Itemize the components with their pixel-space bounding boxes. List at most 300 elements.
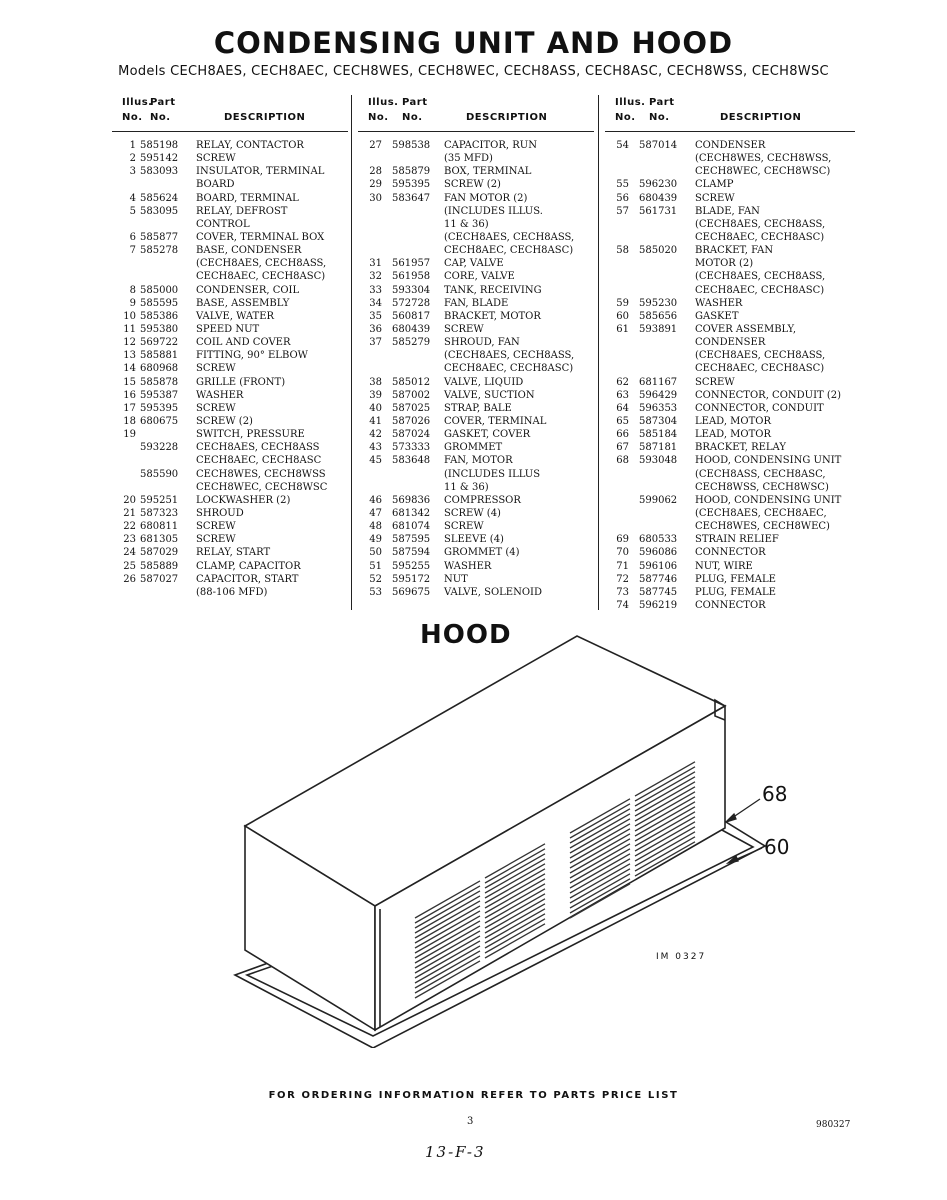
header-part-no: No. [150, 112, 171, 123]
model-list: Models CECH8AES, CECH8AEC, CECH8WES, CECH8WEC, CECH8ASS, CECH8ASC, CECH8WSS, CECH8WSC [118, 64, 829, 79]
header-illus: Illus. [122, 97, 153, 108]
table-row [112, 376, 348, 389]
table-row [112, 310, 348, 323]
table-row [112, 507, 348, 520]
table-row [112, 244, 348, 257]
table-row [358, 192, 594, 205]
table-row [605, 481, 855, 494]
part-description: GRILLE (FRONT) [196, 376, 286, 388]
part-description: (CECH8ASS, CECH8ASC, [695, 468, 826, 480]
table-row [358, 231, 594, 244]
table-row [358, 152, 594, 165]
part-number: 561957 [392, 258, 431, 270]
part-description: BOARD [196, 179, 235, 191]
part-number: 587745 [639, 586, 678, 598]
illus-number: 5 [129, 205, 136, 217]
drawing-id: IM 0327 [656, 952, 707, 962]
part-description: CECH8AEC, CECH8ASC) [444, 245, 574, 257]
handwritten-code: 13-F-3 [425, 1143, 486, 1161]
part-number: 599062 [639, 494, 678, 506]
table-row [112, 560, 348, 573]
part-number: 583647 [392, 192, 431, 204]
part-description: STRAIN RELIEF [695, 534, 779, 546]
table-row [605, 520, 855, 533]
table-row [112, 192, 348, 205]
table-row [605, 297, 855, 310]
table-row [605, 284, 855, 297]
part-description: FAN MOTOR (2) [444, 192, 528, 204]
part-description: SCREW [196, 402, 236, 414]
part-description: SCREW (4) [444, 507, 501, 519]
part-description: CORE, VALVE [444, 271, 515, 283]
part-description: SHROUD, FAN [444, 337, 520, 349]
part-number: 680439 [639, 192, 678, 204]
part-number: 585590 [140, 468, 179, 480]
part-number: 596353 [639, 402, 678, 414]
part-description: BASE, ASSEMBLY [196, 297, 290, 309]
part-number: 681167 [639, 376, 678, 388]
callout-leaders [720, 790, 770, 870]
table-row [358, 218, 594, 231]
table-row [358, 244, 594, 257]
part-number: 587026 [392, 415, 431, 427]
illus-number: 15 [123, 376, 136, 388]
part-number: 596086 [639, 547, 678, 559]
illus-number: 32 [369, 271, 382, 283]
table-row [605, 323, 855, 336]
table-row [358, 428, 594, 441]
part-description: SHROUD [196, 507, 244, 519]
part-number: 681342 [392, 507, 431, 519]
table-row [605, 165, 855, 178]
illus-number: 29 [369, 179, 382, 191]
table-row [112, 402, 348, 415]
table-row [112, 165, 348, 178]
table-row [358, 494, 594, 507]
part-description: CECH8AEC, CECH8ASC [196, 455, 322, 467]
illus-number: 34 [369, 297, 382, 309]
table-row [112, 231, 348, 244]
document-number: 980327 [816, 1120, 851, 1130]
part-description: (CECH8WES, CECH8WSS, [695, 153, 832, 165]
table-row [358, 336, 594, 349]
part-number: 585012 [392, 376, 431, 388]
part-description: (INCLUDES ILLUS [444, 468, 541, 480]
part-description: LOCKWASHER (2) [196, 494, 291, 506]
part-number: 585879 [392, 166, 431, 178]
ordering-note: FOR ORDERING INFORMATION REFER TO PARTS PRICE LIST [268, 1090, 679, 1101]
illus-number: 45 [369, 455, 382, 467]
header-illus: Illus. [368, 97, 399, 108]
part-description: VALVE, SOLENOID [444, 586, 543, 598]
table-row [605, 428, 855, 441]
part-description: VALVE, WATER [196, 310, 275, 322]
part-description: CLAMP, CAPACITOR [196, 560, 301, 572]
part-description: SLEEVE (4) [444, 534, 504, 546]
illus-number: 1 [129, 140, 136, 151]
part-description: TANK, RECEIVING [444, 284, 542, 296]
part-number: 595380 [140, 323, 179, 335]
part-number: 585020 [639, 245, 678, 257]
part-description: CONDENSER [695, 337, 766, 349]
part-number: 585184 [639, 429, 678, 441]
part-description: PLUG, FEMALE [695, 586, 776, 598]
header-illus-no: No. [615, 112, 636, 123]
part-description: CONDENSER, COIL [196, 284, 300, 296]
table-row [112, 297, 348, 310]
callout-60: 60 [764, 835, 790, 859]
illus-number: 18 [123, 415, 136, 427]
illus-number: 55 [616, 179, 629, 191]
part-number: 596429 [639, 389, 678, 401]
table-row [358, 257, 594, 270]
table-row [358, 284, 594, 297]
header-part: Part [150, 97, 176, 108]
illus-number: 53 [369, 586, 382, 598]
table-row [112, 257, 348, 270]
part-description: SPEED NUT [196, 323, 260, 335]
illus-number: 31 [369, 258, 382, 270]
table-row [112, 178, 348, 191]
part-description: NUT, WIRE [695, 560, 753, 572]
part-number: 587014 [639, 140, 678, 151]
table-row [112, 205, 348, 218]
illus-number: 64 [616, 402, 629, 414]
table-row [605, 178, 855, 191]
table-row [605, 494, 855, 507]
table-row [605, 441, 855, 454]
illus-number: 57 [616, 205, 629, 217]
column-divider [351, 95, 352, 610]
part-description: CAPACITOR, START [196, 573, 299, 585]
header-description: DESCRIPTION [720, 112, 802, 123]
part-number: 595172 [392, 573, 431, 585]
part-description: WASHER [444, 560, 492, 572]
illus-number: 41 [369, 415, 382, 427]
illus-number: 66 [616, 429, 629, 441]
part-number: 680968 [140, 363, 179, 375]
part-number: 585278 [140, 245, 179, 257]
part-description: CECH8WES, CECH8WEC) [695, 521, 830, 533]
table-row [605, 402, 855, 415]
illus-number: 16 [123, 389, 136, 401]
part-number: 587594 [392, 547, 431, 559]
part-description: CECH8WEC, CECH8WSC [196, 481, 328, 493]
part-number: 595387 [140, 389, 179, 401]
part-description: CECH8AEC, CECH8ASC) [444, 363, 574, 375]
illus-number: 22 [123, 521, 136, 533]
part-number: 569836 [392, 494, 431, 506]
part-number: 595230 [639, 297, 678, 309]
column-header [112, 95, 348, 132]
illus-number: 26 [123, 573, 136, 585]
part-description: BRACKET, MOTOR [444, 310, 541, 322]
illus-number: 68 [616, 455, 629, 467]
table-row [358, 481, 594, 494]
illus-number: 43 [369, 442, 382, 454]
part-number: 595142 [140, 153, 179, 165]
part-number: 587002 [392, 389, 431, 401]
table-row [605, 546, 855, 559]
illus-number: 23 [123, 534, 136, 546]
table-row [358, 560, 594, 573]
part-number: 560817 [392, 310, 431, 322]
part-description: COMPRESSOR [444, 494, 521, 506]
part-description: NUT [444, 573, 468, 585]
illus-number: 59 [616, 297, 629, 309]
illus-number: 7 [129, 245, 136, 257]
table-row [358, 415, 594, 428]
part-description: VALVE, SUCTION [444, 389, 535, 401]
part-description: STRAP, BALE [444, 402, 512, 414]
table-row [112, 389, 348, 402]
part-number: 585386 [140, 310, 179, 322]
part-description: COVER ASSEMBLY, [695, 323, 797, 335]
table-row [605, 586, 855, 599]
hood-illustration [225, 628, 788, 1048]
table-row [605, 349, 855, 362]
table-row [605, 415, 855, 428]
part-description: CECH8AEC, CECH8ASC) [695, 231, 825, 243]
table-row [358, 205, 594, 218]
table-row [112, 586, 348, 599]
table-row [358, 507, 594, 520]
table-row [605, 376, 855, 389]
table-row [358, 402, 594, 415]
header-illus-no: No. [122, 112, 143, 123]
part-description: COVER, TERMINAL BOX [196, 231, 325, 243]
illus-number: 71 [616, 560, 629, 572]
table-row [112, 139, 348, 152]
part-description: GROMMET [444, 442, 503, 454]
part-description: (INCLUDES ILLUS. [444, 205, 543, 217]
part-description: SCREW [196, 521, 236, 533]
part-description: BOX, TERMINAL [444, 166, 532, 178]
illus-number: 38 [369, 376, 382, 388]
table-row [358, 297, 594, 310]
table-row [112, 218, 348, 231]
part-description: INSULATOR, TERMINAL [196, 166, 325, 178]
part-description: (CECH8AES, CECH8ASS, [695, 218, 826, 230]
parts-column-1 [112, 95, 348, 599]
illus-number: 51 [369, 560, 382, 572]
header-part-no: No. [402, 112, 423, 123]
page-title: CONDENSING UNIT AND HOOD [213, 26, 734, 60]
part-number: 583095 [140, 205, 179, 217]
table-row [112, 362, 348, 375]
table-row [605, 218, 855, 231]
part-number: 598538 [392, 140, 431, 151]
part-number: 593891 [639, 323, 678, 335]
column-divider [598, 95, 599, 610]
part-description: CECH8AEC, CECH8ASC) [695, 284, 825, 296]
part-description: (35 MFD) [444, 153, 493, 165]
illus-number: 10 [123, 310, 136, 322]
illus-number: 63 [616, 389, 629, 401]
parts-column-3 [605, 95, 855, 612]
table-row [358, 349, 594, 362]
header-description: DESCRIPTION [224, 112, 306, 123]
table-row [605, 573, 855, 586]
part-description: RELAY, START [196, 547, 271, 559]
part-description: GROMMET (4) [444, 547, 520, 559]
part-number: 573333 [392, 442, 431, 454]
parts-column-2 [358, 95, 594, 599]
header-description: DESCRIPTION [466, 112, 548, 123]
table-row [112, 270, 348, 283]
part-description: CECH8AES, CECH8ASS [196, 442, 320, 454]
part-number: 572728 [392, 297, 431, 309]
part-description: CLAMP [695, 179, 734, 191]
part-description: COIL AND COVER [196, 337, 291, 349]
parts-rows [358, 139, 594, 599]
callout-68: 68 [762, 782, 788, 806]
table-row [358, 573, 594, 586]
part-description: SCREW [695, 192, 735, 204]
part-number: 585624 [140, 192, 179, 204]
illus-number: 19 [123, 429, 136, 441]
table-row [112, 323, 348, 336]
column-header [605, 95, 855, 132]
table-row [605, 310, 855, 323]
illus-number: 14 [123, 363, 136, 375]
part-number: 587323 [140, 507, 179, 519]
table-row [112, 546, 348, 559]
part-number: 595395 [140, 402, 179, 414]
part-description: (CECH8AES, CECH8ASS, [444, 350, 575, 362]
part-description: (CECH8AES, CECH8ASS, [196, 258, 327, 270]
part-number: 593228 [140, 442, 179, 454]
parts-rows [112, 139, 348, 599]
hood-heading: HOOD [420, 620, 512, 650]
illus-number: 37 [369, 337, 382, 349]
illus-number: 46 [369, 494, 382, 506]
part-number: 596106 [639, 560, 678, 572]
illus-number: 33 [369, 284, 382, 296]
table-row [112, 533, 348, 546]
part-description: SCREW [444, 323, 484, 335]
part-description: COVER, TERMINAL [444, 415, 547, 427]
table-row [112, 428, 348, 441]
table-row [605, 507, 855, 520]
table-row [358, 533, 594, 546]
part-number: 569675 [392, 586, 431, 598]
illus-number: 4 [129, 192, 136, 204]
part-description: SCREW [695, 376, 735, 388]
part-description: CONNECTOR [695, 547, 766, 559]
part-number: 596219 [639, 599, 678, 611]
part-number: 585878 [140, 376, 179, 388]
illus-number: 47 [369, 507, 382, 519]
table-row [605, 192, 855, 205]
part-number: 585889 [140, 560, 179, 572]
table-row [358, 362, 594, 375]
table-row [605, 560, 855, 573]
part-description: HOOD, CONDENSING UNIT [695, 494, 842, 506]
illus-number: 24 [123, 547, 136, 559]
illus-number: 30 [369, 192, 382, 204]
table-row [605, 231, 855, 244]
table-row [605, 336, 855, 349]
illus-number: 65 [616, 415, 629, 427]
part-number: 583648 [392, 455, 431, 467]
illus-number: 48 [369, 521, 382, 533]
part-number: 680533 [639, 534, 678, 546]
part-description: 11 & 36) [444, 481, 489, 493]
part-number: 583093 [140, 166, 179, 178]
table-row [358, 139, 594, 152]
table-row [358, 310, 594, 323]
illus-number: 39 [369, 389, 382, 401]
part-number: 585881 [140, 350, 179, 362]
illus-number: 73 [616, 586, 629, 598]
part-description: LEAD, MOTOR [695, 415, 772, 427]
table-row [358, 441, 594, 454]
illus-number: 74 [616, 599, 629, 611]
part-description: FAN, MOTOR [444, 455, 513, 467]
part-number: 595395 [392, 179, 431, 191]
table-row [605, 139, 855, 152]
part-description: FITTING, 90° ELBOW [196, 350, 308, 362]
table-row [358, 270, 594, 283]
illus-number: 3 [129, 166, 136, 178]
illus-number: 61 [616, 323, 629, 335]
part-description: BOARD, TERMINAL [196, 192, 299, 204]
table-row [112, 454, 348, 467]
part-number: 587746 [639, 573, 678, 585]
part-number: 569722 [140, 337, 179, 349]
table-row [358, 376, 594, 389]
illus-number: 60 [616, 310, 629, 322]
part-description: VALVE, LIQUID [444, 376, 524, 388]
illus-number: 6 [129, 231, 136, 243]
illus-number: 9 [129, 297, 136, 309]
table-row [112, 494, 348, 507]
part-number: 585198 [140, 140, 179, 151]
illus-number: 28 [369, 166, 382, 178]
illus-number: 40 [369, 402, 382, 414]
part-description: (CECH8AES, CECH8AEC, [695, 507, 827, 519]
part-description: SCREW [196, 363, 236, 375]
part-description: HOOD, CONDENSING UNIT [695, 455, 842, 467]
illus-number: 56 [616, 192, 629, 204]
table-row [358, 165, 594, 178]
table-row [112, 481, 348, 494]
part-description: BASE, CONDENSER [196, 245, 302, 257]
part-description: RELAY, CONTACTOR [196, 140, 304, 151]
part-description: 11 & 36) [444, 218, 489, 230]
part-description: (88-106 MFD) [196, 586, 268, 598]
part-number: 680439 [392, 323, 431, 335]
illus-number: 8 [129, 284, 136, 296]
part-number: 587025 [392, 402, 431, 414]
illus-number: 17 [123, 402, 136, 414]
table-row [112, 468, 348, 481]
part-description: LEAD, MOTOR [695, 429, 772, 441]
part-description: WASHER [196, 389, 244, 401]
part-description: CAP, VALVE [444, 258, 504, 270]
table-row [605, 362, 855, 375]
table-row [112, 284, 348, 297]
part-description: CONNECTOR, CONDUIT (2) [695, 389, 842, 401]
part-description: BLADE, FAN [695, 205, 760, 217]
part-number: 587024 [392, 429, 431, 441]
table-row [605, 270, 855, 283]
part-description: SWITCH, PRESSURE [196, 429, 305, 441]
page-number: 3 [467, 1116, 474, 1127]
header-part: Part [649, 97, 675, 108]
table-row [358, 468, 594, 481]
